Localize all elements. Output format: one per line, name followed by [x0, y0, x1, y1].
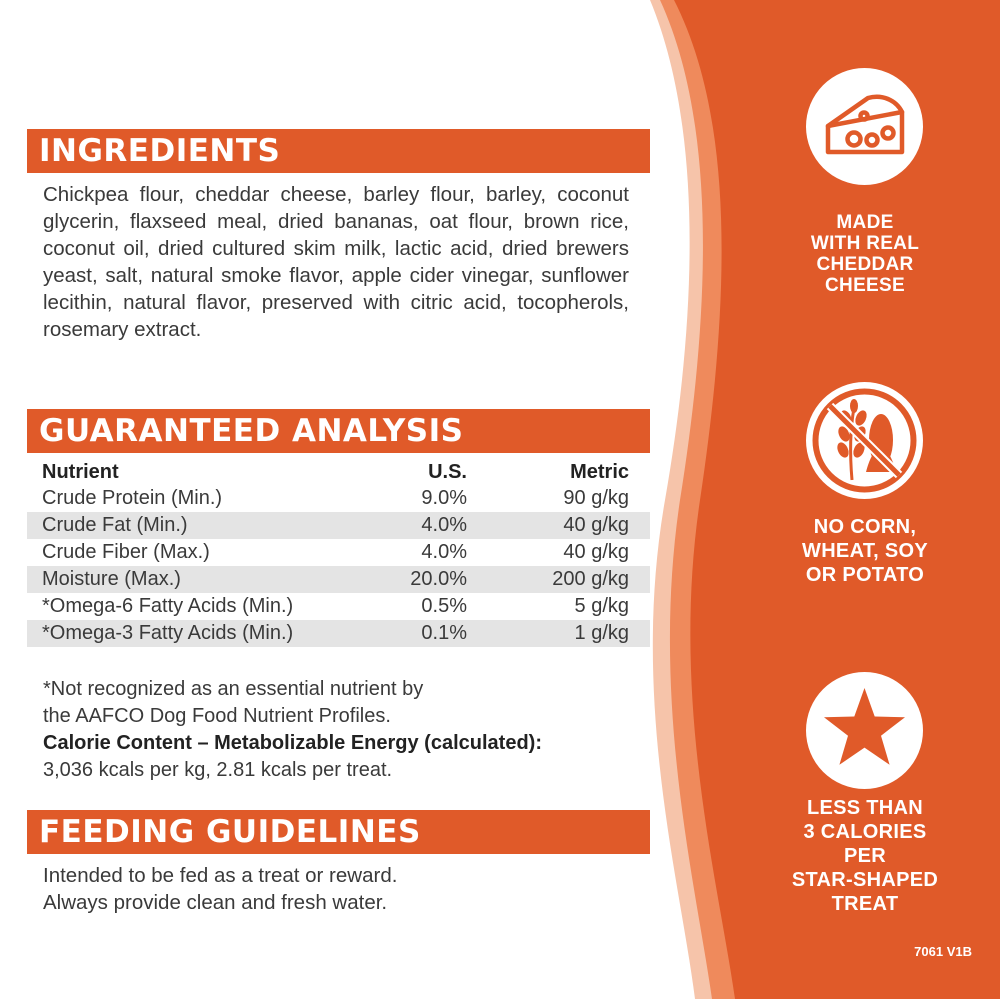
footnote-line-2: the AAFCO Dog Food Nutrient Profiles.	[43, 705, 391, 727]
us-value-cell: 9.0%	[421, 487, 467, 509]
table-header-row	[27, 459, 650, 485]
us-value-cell: 0.1%	[421, 622, 467, 644]
us-value-cell: 4.0%	[421, 514, 467, 536]
guaranteed-analysis-table	[27, 459, 650, 647]
calorie-content-value: 3,036 kcals per kg, 2.81 kcals per treat.	[43, 759, 393, 781]
nutrient-cell: Crude Fat (Min.)	[42, 514, 188, 536]
footnote-line-1: *Not recognized as an essential nutrient by	[43, 678, 424, 700]
metric-value-cell: 90 g/kg	[563, 487, 629, 509]
table-row	[27, 620, 650, 647]
product-code: 7061 V1B	[914, 944, 972, 959]
nutrient-cell: *Omega-6 Fatty Acids (Min.)	[42, 595, 294, 617]
calorie-content-label: Calorie Content – Metabolizable Energy (calculated):	[43, 732, 542, 754]
table-row	[27, 566, 650, 593]
table-row	[27, 485, 650, 512]
metric-value-cell: 5 g/kg	[574, 595, 629, 617]
metric-value-cell: 200 g/kg	[552, 568, 629, 590]
ingredients-list: Chickpea flour, cheddar cheese, barley flour, barley, coconut glycerin, flaxseed meal, dried bananas, oat flour, brown rice, coconut oil, dried cultured skim milk, lactic acid, dried brewers yeast, salt, natural smoke flavor, apple cider vinegar, sunflower lecithin, natural flavor, preserved with citric acid, tocopherols, rosemary extract.	[43, 183, 629, 341]
metric-value-cell: 1 g/kg	[574, 622, 629, 644]
column-header-us: U.S.	[428, 460, 467, 483]
nutrient-cell: Crude Fiber (Max.)	[42, 541, 210, 563]
cheese-badge	[806, 68, 923, 185]
column-header-metric: Metric	[570, 460, 629, 483]
claim-no-corn-wheat-soy-potato: NO CORN, WHEAT, SOY OR POTATO	[802, 516, 928, 586]
cheese-icon	[806, 68, 923, 185]
analysis-heading: GUARANTEED ANALYSIS	[27, 409, 650, 453]
us-value-cell: 4.0%	[421, 541, 467, 563]
feeding-heading: FEEDING GUIDELINES	[27, 810, 650, 854]
claim-less-than-3-calories: LESS THAN 3 CALORIES PER STAR-SHAPED TREAT	[791, 797, 939, 915]
claim-real-cheddar: MADE WITH REAL CHEDDAR CHEESE	[810, 212, 920, 296]
nutrient-cell: Crude Protein (Min.)	[42, 487, 223, 509]
table-row	[27, 512, 650, 539]
star-badge	[806, 672, 923, 789]
ingredients-heading: INGREDIENTS	[27, 129, 650, 173]
us-value-cell: 0.5%	[421, 595, 467, 617]
metric-value-cell: 40 g/kg	[563, 541, 629, 563]
nutrient-cell: *Omega-3 Fatty Acids (Min.)	[42, 622, 294, 644]
nutrient-cell: Moisture (Max.)	[42, 568, 181, 590]
no-grain-icon	[806, 382, 923, 499]
feeding-guidelines-text	[43, 862, 397, 916]
table-row	[27, 593, 650, 620]
table-row	[27, 539, 650, 566]
column-header-nutrient: Nutrient	[42, 460, 119, 483]
us-value-cell: 20.0%	[410, 568, 467, 590]
no-grain-badge	[806, 382, 923, 499]
feeding-line-2: Always provide clean and fresh water.	[43, 891, 388, 914]
metric-value-cell: 40 g/kg	[563, 514, 629, 536]
star-icon	[806, 672, 923, 789]
feeding-line-1: Intended to be fed as a treat or reward.	[43, 864, 398, 887]
analysis-notes	[43, 676, 542, 784]
